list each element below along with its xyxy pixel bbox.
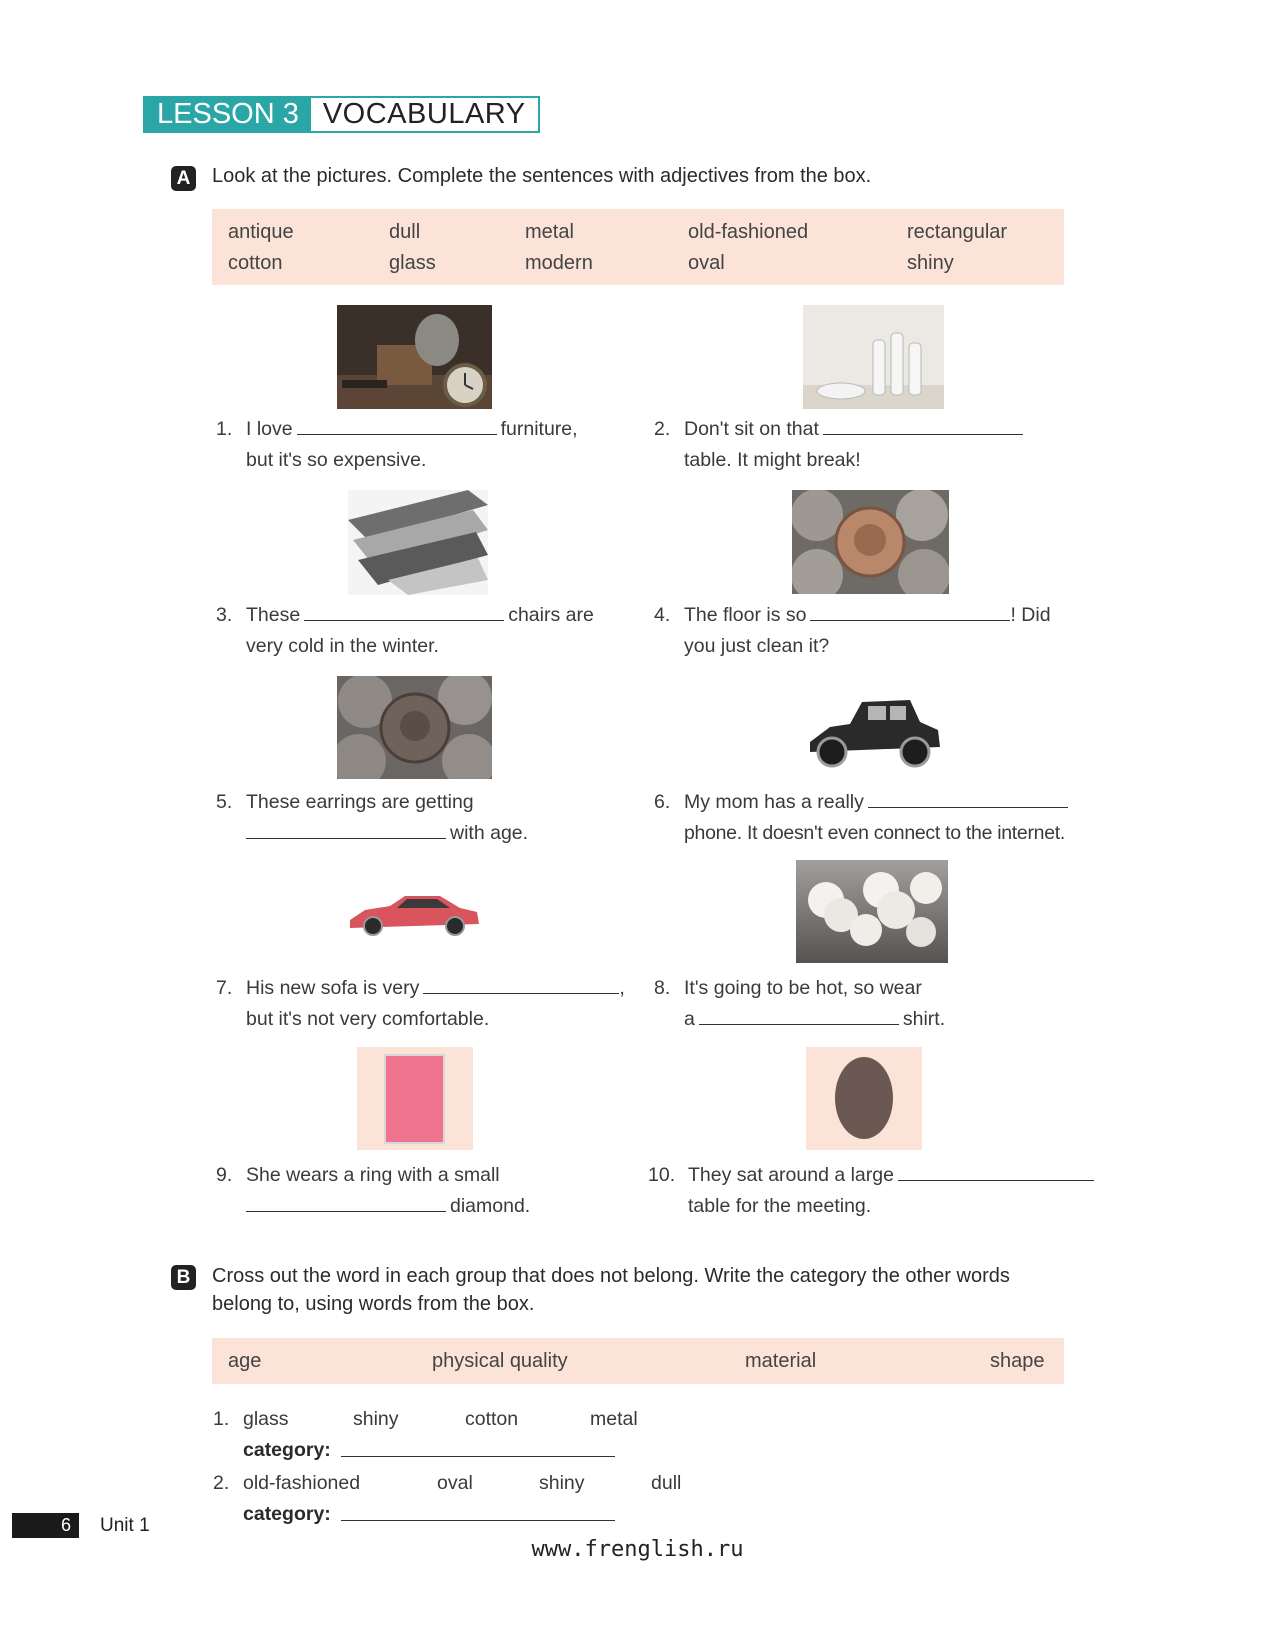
- exercise-item-7: [216, 973, 636, 1035]
- modern-car-photo: [345, 888, 480, 938]
- item-text: table for the meeting.: [688, 1195, 872, 1217]
- answer-blank[interactable]: [868, 787, 1068, 808]
- instruction-line: belong to, using words from the box.: [212, 1293, 535, 1315]
- category-word: age: [228, 1350, 262, 1372]
- item-text: shirt.: [902, 1008, 946, 1030]
- word-box-word: rectangular: [907, 221, 1008, 243]
- old-car-photo: [800, 692, 945, 780]
- exercise-item-4: [654, 600, 1104, 662]
- word-box-b: [212, 1338, 1064, 1384]
- item-text: but it's so expensive.: [246, 449, 427, 471]
- answer-blank[interactable]: [423, 973, 619, 994]
- word-box-word: metal: [525, 221, 574, 243]
- group-number: 1.: [213, 1408, 230, 1430]
- category-word: shape: [990, 1350, 1045, 1372]
- item-text: furniture,: [500, 418, 578, 440]
- word-box-word: modern: [525, 252, 593, 274]
- item-text: very cold in the winter.: [246, 635, 439, 657]
- item-text: It's going to be hot, so wear: [684, 977, 922, 999]
- item-text: ! Did: [1010, 604, 1051, 626]
- item-text: chairs are: [508, 604, 594, 626]
- section-b-instruction: [212, 1262, 1112, 1318]
- answer-blank[interactable]: [823, 414, 1023, 435]
- item-number: 7.: [216, 977, 233, 999]
- item-number: 6.: [654, 791, 671, 813]
- word-box-word: antique: [228, 221, 294, 243]
- answer-blank[interactable]: [898, 1160, 1094, 1181]
- lesson-title: VOCABULARY: [322, 98, 526, 130]
- item-number: 1.: [216, 418, 233, 440]
- item-text: She wears a ring with a small: [246, 1164, 500, 1186]
- coins-photo: [792, 490, 949, 594]
- lesson-number: LESSON 3: [145, 98, 311, 131]
- answer-blank[interactable]: [297, 414, 497, 435]
- answer-blank[interactable]: [304, 600, 504, 621]
- word-box-word: glass: [389, 252, 436, 274]
- item-text: These: [246, 604, 301, 626]
- category-answer-blank[interactable]: [341, 1520, 615, 1521]
- category-answer-blank[interactable]: [341, 1456, 615, 1457]
- group-number: 2.: [213, 1472, 230, 1494]
- exercise-item-8: [654, 973, 1104, 1035]
- item-number: 8.: [654, 977, 671, 999]
- word-box-word: dull: [389, 221, 421, 243]
- word-box-word: shiny: [907, 252, 954, 274]
- category-word: physical quality: [432, 1350, 568, 1372]
- exercise-item-9: [216, 1160, 636, 1222]
- exercise-item-6: [654, 787, 1124, 849]
- item-text: phone. It doesn't even connect to the internet.: [684, 822, 1065, 844]
- item-text: These earrings are getting: [246, 791, 474, 813]
- group-word[interactable]: oval: [437, 1472, 473, 1494]
- rectangle-shape-picture: [357, 1047, 473, 1150]
- exercise-item-10: [648, 1160, 1118, 1222]
- group-word[interactable]: cotton: [465, 1408, 519, 1430]
- oval-shape-picture: [806, 1047, 922, 1150]
- item-number: 2.: [654, 418, 671, 440]
- exercise-item-2: [654, 414, 1104, 476]
- exercise-item-5: [216, 787, 626, 849]
- group-word[interactable]: dull: [651, 1472, 682, 1494]
- item-text: His new sofa is very: [246, 977, 420, 999]
- word-box-word: cotton: [228, 252, 283, 274]
- item-text: The floor is so: [684, 604, 807, 626]
- group-word[interactable]: shiny: [539, 1472, 585, 1494]
- site-watermark: www.frenglish.ru: [531, 1537, 744, 1562]
- item-text: I love: [246, 418, 293, 440]
- lesson-header: [143, 96, 540, 133]
- answer-blank[interactable]: [699, 1004, 899, 1025]
- cotton-photo: [796, 860, 948, 963]
- section-a-marker: A: [171, 166, 196, 191]
- item-text: Don't sit on that: [684, 418, 819, 440]
- answer-blank[interactable]: [810, 600, 1010, 621]
- item-text: diamond.: [450, 1195, 531, 1217]
- word-box-word: old-fashioned: [688, 221, 809, 243]
- group-word[interactable]: metal: [590, 1408, 638, 1430]
- answer-blank[interactable]: [246, 818, 446, 839]
- item-number: 4.: [654, 604, 671, 626]
- category-label: category:: [243, 1439, 331, 1461]
- page-number: 6: [12, 1513, 79, 1538]
- category-word: material: [745, 1350, 817, 1372]
- section-b-marker: B: [171, 1265, 196, 1290]
- glass-items-photo: [803, 305, 944, 409]
- group-word[interactable]: old-fashioned: [243, 1472, 361, 1494]
- word-box-word: oval: [688, 252, 725, 274]
- metal-bars-photo: [348, 490, 488, 595]
- exercise-item-3: [216, 600, 626, 662]
- item-number: 5.: [216, 791, 233, 813]
- item-number: 9.: [216, 1164, 233, 1186]
- section-a-instruction: Look at the pictures. Complete the sentences with adjectives from the box.: [212, 165, 872, 187]
- group-word[interactable]: glass: [243, 1408, 289, 1430]
- exercise-item-1: [216, 414, 616, 476]
- dull-coins-photo: [337, 676, 492, 779]
- item-number: 3.: [216, 604, 233, 626]
- group-word[interactable]: shiny: [353, 1408, 399, 1430]
- item-text: My mom has a really: [684, 791, 864, 813]
- item-text: but it's not very comfortable.: [246, 1008, 490, 1030]
- item-text: a: [684, 1008, 695, 1030]
- instruction-line: Cross out the word in each group that does not belong. Write the category the other words: [212, 1265, 1010, 1287]
- item-text: They sat around a large: [688, 1164, 894, 1186]
- unit-label: Unit 1: [100, 1515, 150, 1536]
- item-number: 10.: [648, 1164, 676, 1186]
- item-text: you just clean it?: [684, 635, 830, 657]
- antique-items-photo: [337, 305, 492, 409]
- category-label: category:: [243, 1503, 331, 1525]
- item-text: ,: [619, 977, 625, 999]
- item-text: with age.: [450, 822, 529, 844]
- answer-blank[interactable]: [246, 1191, 446, 1212]
- item-text: table. It might break!: [684, 449, 861, 471]
